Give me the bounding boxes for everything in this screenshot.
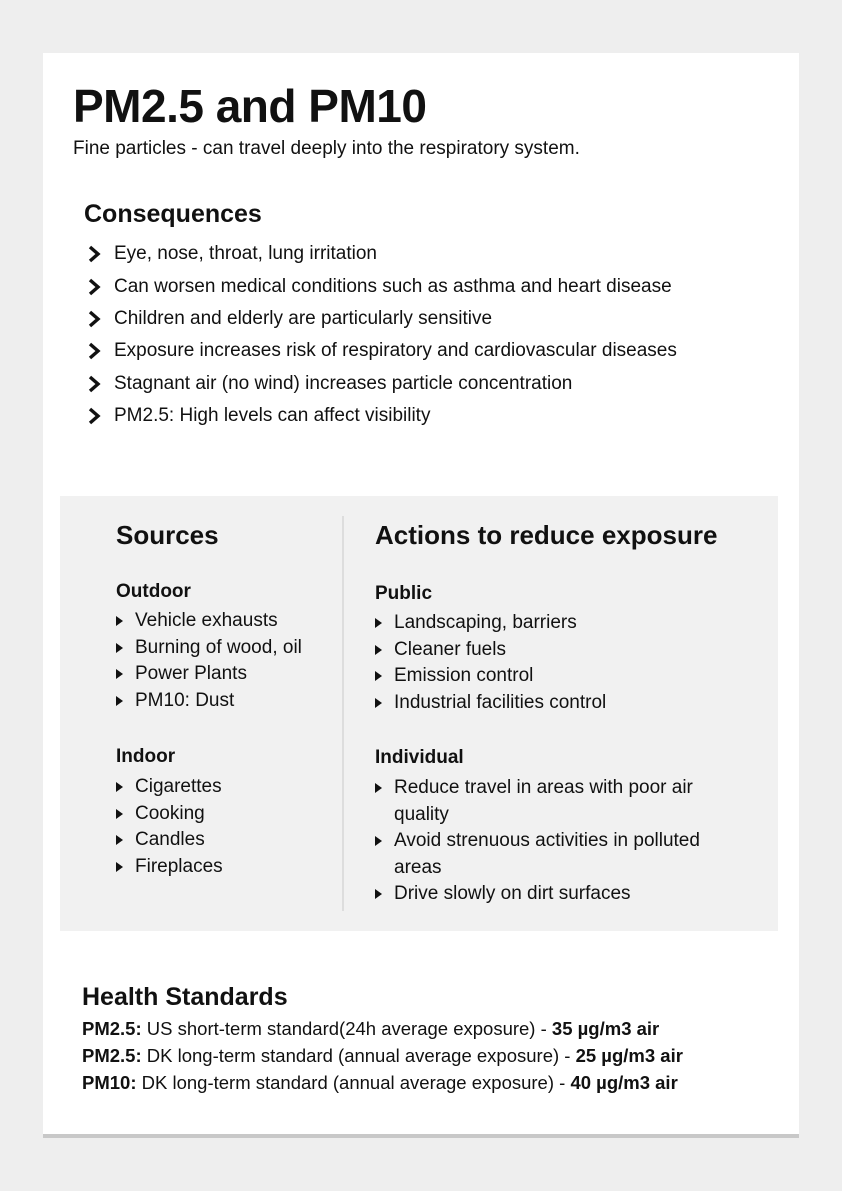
public-actions-list xyxy=(375,610,755,716)
consequences-list xyxy=(87,238,677,432)
chevron-right-icon xyxy=(87,342,103,360)
chevron-right-icon xyxy=(87,245,103,263)
individual-actions-list xyxy=(375,775,745,908)
triangle-bullet-icon xyxy=(116,616,123,626)
triangle-bullet-icon xyxy=(116,782,123,792)
list-item xyxy=(375,663,755,690)
chevron-right-icon xyxy=(87,278,103,296)
list-item-text: PM2.5: High levels can affect visibility xyxy=(114,405,431,427)
actions-heading: Actions to reduce exposure xyxy=(375,520,718,550)
health-standards-heading: Health Standards xyxy=(82,983,288,1011)
list-item xyxy=(87,238,677,270)
list-item-text: Stagnant air (no wind) increases particle concentration xyxy=(114,372,573,394)
chevron-right-icon xyxy=(87,375,103,393)
column-divider xyxy=(342,516,344,911)
pollutant-label: PM2.5: xyxy=(82,1018,142,1039)
standard-limit: 35 µg/m3 air xyxy=(551,1018,660,1039)
list-item xyxy=(375,610,755,637)
list-item-text: Cleaner fuels xyxy=(394,638,506,660)
public-subheading: Public xyxy=(375,583,433,604)
list-item-text: Reduce travel in areas with poor air quality xyxy=(394,777,693,825)
list-item xyxy=(375,637,755,664)
chevron-right-icon xyxy=(87,407,103,425)
indoor-sources-list xyxy=(116,774,223,880)
triangle-bullet-icon xyxy=(375,671,382,681)
list-item xyxy=(375,690,755,717)
list-item-text: Children and elderly are particularly sensitive xyxy=(114,307,493,329)
list-item-text: Avoid strenuous activities in polluted areas xyxy=(394,830,700,878)
outdoor-sources-list xyxy=(116,608,302,714)
triangle-bullet-icon xyxy=(116,862,123,872)
list-item xyxy=(116,827,223,854)
indoor-subheading: Indoor xyxy=(116,746,176,767)
list-item xyxy=(87,335,677,367)
list-item xyxy=(116,801,223,828)
triangle-bullet-icon xyxy=(375,783,382,793)
sources-actions-panel xyxy=(60,496,778,931)
list-item-text: Exposure increases risk of respiratory and cardiovascular diseases xyxy=(114,340,677,362)
standard-description: US short-term standard(24h average exposure) - xyxy=(146,1018,547,1039)
individual-subheading: Individual xyxy=(375,747,464,768)
list-item-text: Landscaping, barriers xyxy=(394,612,577,633)
triangle-bullet-icon xyxy=(116,809,123,819)
standard-limit: 40 µg/m3 air xyxy=(570,1072,678,1093)
list-item-text: Vehicle exhausts xyxy=(135,610,278,631)
list-item-text: Cigarettes xyxy=(135,776,222,797)
list-item xyxy=(375,881,745,908)
outdoor-subheading: Outdoor xyxy=(116,581,191,602)
pollutant-label: PM10: xyxy=(82,1072,137,1093)
list-item xyxy=(116,854,223,881)
list-item-text: Power Plants xyxy=(135,663,247,684)
triangle-bullet-icon xyxy=(116,669,123,679)
list-item xyxy=(116,608,302,635)
chevron-right-icon xyxy=(87,310,103,328)
page-title: PM2.5 and PM10 xyxy=(73,80,427,132)
triangle-bullet-icon xyxy=(375,698,382,708)
list-item xyxy=(82,1042,683,1069)
list-item xyxy=(82,1069,683,1096)
list-item xyxy=(375,775,745,828)
list-item xyxy=(116,688,302,715)
triangle-bullet-icon xyxy=(375,645,382,655)
standard-description: DK long-term standard (annual average exposure) - xyxy=(141,1072,566,1093)
standard-limit: 25 µg/m3 air xyxy=(575,1045,683,1066)
list-item xyxy=(87,368,677,400)
list-item-text: PM10: Dust xyxy=(135,689,235,711)
list-item xyxy=(87,303,677,335)
list-item-text: Eye, nose, throat, lung irritation xyxy=(114,243,377,265)
info-card xyxy=(43,53,799,1138)
list-item xyxy=(116,774,223,801)
list-item-text: Burning of wood, oil xyxy=(135,636,302,658)
list-item xyxy=(116,661,302,688)
list-item-text: Cooking xyxy=(135,802,205,824)
list-item xyxy=(116,635,302,662)
pollutant-label: PM2.5: xyxy=(82,1045,142,1066)
triangle-bullet-icon xyxy=(375,836,382,846)
triangle-bullet-icon xyxy=(116,835,123,845)
triangle-bullet-icon xyxy=(375,889,382,899)
page-subtitle: Fine particles - can travel deeply into the respiratory system. xyxy=(73,138,580,159)
list-item xyxy=(87,270,677,302)
health-standards-list xyxy=(82,1015,683,1096)
consequences-heading: Consequences xyxy=(84,200,262,228)
list-item xyxy=(82,1015,683,1042)
triangle-bullet-icon xyxy=(116,696,123,706)
list-item-text: Candles xyxy=(135,829,205,850)
list-item-text: Industrial facilities control xyxy=(394,691,607,713)
triangle-bullet-icon xyxy=(375,618,382,628)
sources-heading: Sources xyxy=(116,520,219,550)
standard-description: DK long-term standard (annual average exposure) - xyxy=(146,1045,571,1066)
list-item-text: Emission control xyxy=(394,665,534,686)
list-item-text: Fireplaces xyxy=(135,855,223,877)
list-item-text: Can worsen medical conditions such as asthma and heart disease xyxy=(114,275,672,297)
triangle-bullet-icon xyxy=(116,643,123,653)
list-item xyxy=(375,828,745,881)
list-item-text: Drive slowly on dirt surfaces xyxy=(394,883,631,904)
list-item xyxy=(87,400,677,432)
